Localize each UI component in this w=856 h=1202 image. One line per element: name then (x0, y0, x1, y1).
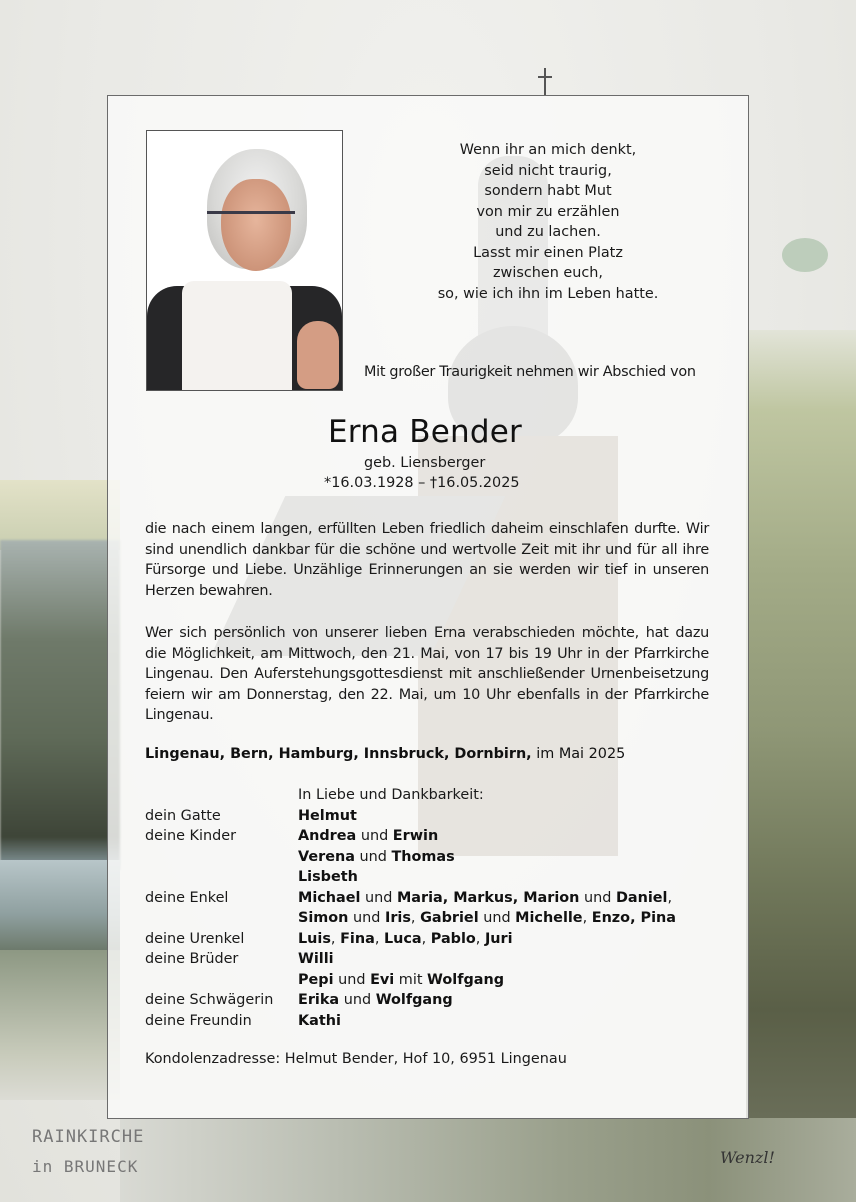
obituary-card (107, 95, 749, 1119)
family-list (145, 785, 676, 1031)
family-row (145, 990, 676, 1011)
places-list: Lingenau, Bern, Hamburg, Innsbruck, Dornbirn, (145, 746, 532, 762)
family-names (298, 1011, 341, 1032)
family-connector: und (339, 992, 376, 1008)
family-row (145, 929, 676, 950)
family-connector: , (421, 930, 431, 947)
poem-line: von mir zu erzählen (476, 203, 620, 220)
family-member-name: Lisbeth (298, 869, 358, 885)
life-dates: *16.03.1928 – †16.05.2025 (324, 475, 520, 491)
photo-hand (297, 321, 339, 389)
farewell-intro: Mit großer Traurigkeit nehmen wir Abschied von (364, 364, 696, 380)
family-member-name: Willi (298, 951, 334, 967)
family-member-name: Iris (384, 910, 411, 926)
photo-glasses (207, 211, 295, 234)
family-member-name: Andrea (298, 828, 357, 844)
family-row (145, 970, 676, 991)
family-member-name: Fina (340, 930, 375, 947)
family-connector: , (582, 910, 592, 926)
family-member-name: Helmut (298, 807, 357, 824)
family-member-name: Thomas (391, 848, 455, 865)
family-member-name: Luis (298, 930, 331, 947)
family-member-name: Verena (298, 848, 355, 865)
deceased-name: Erna Bender (328, 414, 522, 450)
family-connector: , (410, 910, 421, 926)
poem-line: seid nicht traurig, (484, 162, 612, 179)
family-member-name: Kathi (298, 1012, 341, 1029)
family-relation: deine Urenkel (145, 930, 245, 947)
family-row (145, 867, 676, 888)
family-names (298, 949, 334, 970)
painted-foreground-left (0, 950, 120, 1100)
family-connector: und (354, 848, 392, 865)
family-member-name: Pepi (298, 971, 334, 988)
family-names (298, 888, 672, 909)
family-member-name: Simon (298, 910, 349, 926)
family-member-name: Enzo, Pina (591, 910, 676, 926)
family-heading: In Liebe und Dankbarkeit: (298, 787, 484, 803)
family-names (298, 970, 504, 991)
family-relation-empty (145, 785, 298, 806)
painted-trees-left (0, 540, 120, 870)
paragraph-service: Wer sich persönlich von unserer lieben Erna verabschieden möchte, hat dazu die Möglichkeit, am Mittwoch, den 21. Mai, von 17 bis 19 Uhr in der Pfarrkirche Lingenau. Den Auferstehungsgottesdienst mit anschließender Urnenbeisetzung feiern wir am Donnerstag, den 22. Mai, um 10 Uhr ebenfalls in der Pfarrkirche Lingenau. (145, 625, 709, 723)
church-cross-icon (544, 68, 546, 96)
family-row (145, 847, 676, 868)
family-relation (145, 908, 298, 929)
family-relation: deine Freundin (145, 1012, 252, 1029)
family-connector: und (579, 889, 616, 906)
family-connector: , (667, 889, 673, 906)
family-row (145, 826, 676, 847)
places-date: im Mai 2025 (531, 746, 626, 762)
poem (358, 140, 738, 304)
family-connector: und (356, 828, 393, 844)
family-member-name: Pablo (430, 930, 476, 947)
family-names (298, 826, 438, 847)
family-names (298, 990, 453, 1011)
caption-line-1: RAINKIRCHE (32, 1127, 145, 1147)
poem-line: zwischen euch, (493, 265, 603, 281)
family-row (145, 949, 676, 970)
family-member-name: Wolfgang (427, 971, 505, 988)
family-relation (145, 867, 298, 888)
family-connector: , (475, 930, 485, 947)
family-connector: , (330, 930, 341, 947)
portrait-photo (146, 130, 343, 391)
caption-line-2: in BRUNECK (32, 1157, 139, 1176)
church-cross-bar (538, 76, 552, 78)
family-member-name: Luca (383, 930, 422, 947)
family-rows (145, 806, 676, 1032)
paragraph-life: die nach einem langen, erfüllten Leben friedlich daheim einschlafen durfte. Wir sind unendlich dankbar für die schöne und wertvolle Zeit mit ihr und für all ihre Fürsorge und Liebe. Unzählige Erinnerungen an sie werden wir tief in unseren Herzen bewahren. (145, 521, 709, 599)
poem-line: so, wie ich ihn im Leben hatte. (437, 285, 659, 302)
family-connector: und (348, 910, 385, 926)
family-names (298, 867, 358, 888)
family-member-name: Michael (298, 889, 361, 906)
places-and-date (145, 746, 625, 762)
painted-trees-right (746, 330, 856, 1130)
family-names (298, 908, 676, 929)
poem-line: Lasst mir einen Platz (473, 244, 623, 261)
family-relation: dein Gatte (145, 807, 221, 824)
maiden-name: geb. Liensberger (364, 455, 486, 471)
poem-line: und zu lachen. (495, 224, 601, 240)
family-connector: und (360, 889, 397, 906)
photo-shirt (182, 281, 292, 391)
family-names (298, 847, 455, 868)
family-connector: , (374, 930, 384, 947)
poem-line: sondern habt Mut (484, 183, 612, 199)
family-connector: und (478, 910, 516, 926)
family-names (298, 806, 357, 827)
poem-line: Wenn ihr an mich denkt, (459, 142, 637, 158)
family-member-name: Erwin (392, 828, 439, 844)
family-member-name: Michelle (515, 910, 583, 926)
family-heading-row (145, 785, 676, 806)
family-member-name: Daniel (615, 889, 668, 906)
condolence-address: Kondolenzadresse: Helmut Bender, Hof 10, 6951 Lingenau (145, 1051, 567, 1067)
artist-signature: Wenzl! (720, 1148, 775, 1167)
painted-water (0, 860, 120, 950)
family-connector: und (333, 971, 371, 988)
family-member-name: Gabriel (420, 910, 479, 926)
family-relation: deine Brüder (145, 951, 239, 967)
family-member-name: Evi (370, 971, 395, 988)
painted-foliage-small (782, 238, 828, 272)
family-member-name: Wolfgang (375, 992, 453, 1008)
painting-caption (32, 1122, 144, 1182)
family-relation (145, 847, 298, 868)
family-row (145, 888, 676, 909)
family-member-name: Erika (298, 992, 340, 1008)
family-relation: deine Schwägerin (145, 992, 274, 1008)
family-row (145, 1011, 676, 1032)
family-row (145, 806, 676, 827)
family-member-name: Maria, Markus, Marion (396, 889, 580, 906)
family-relation (145, 970, 298, 991)
family-relation: deine Kinder (145, 828, 236, 844)
family-member-name: Juri (484, 930, 513, 947)
family-row (145, 908, 676, 929)
family-relation: deine Enkel (145, 889, 229, 906)
family-names (298, 929, 513, 950)
family-connector: mit (394, 971, 428, 988)
